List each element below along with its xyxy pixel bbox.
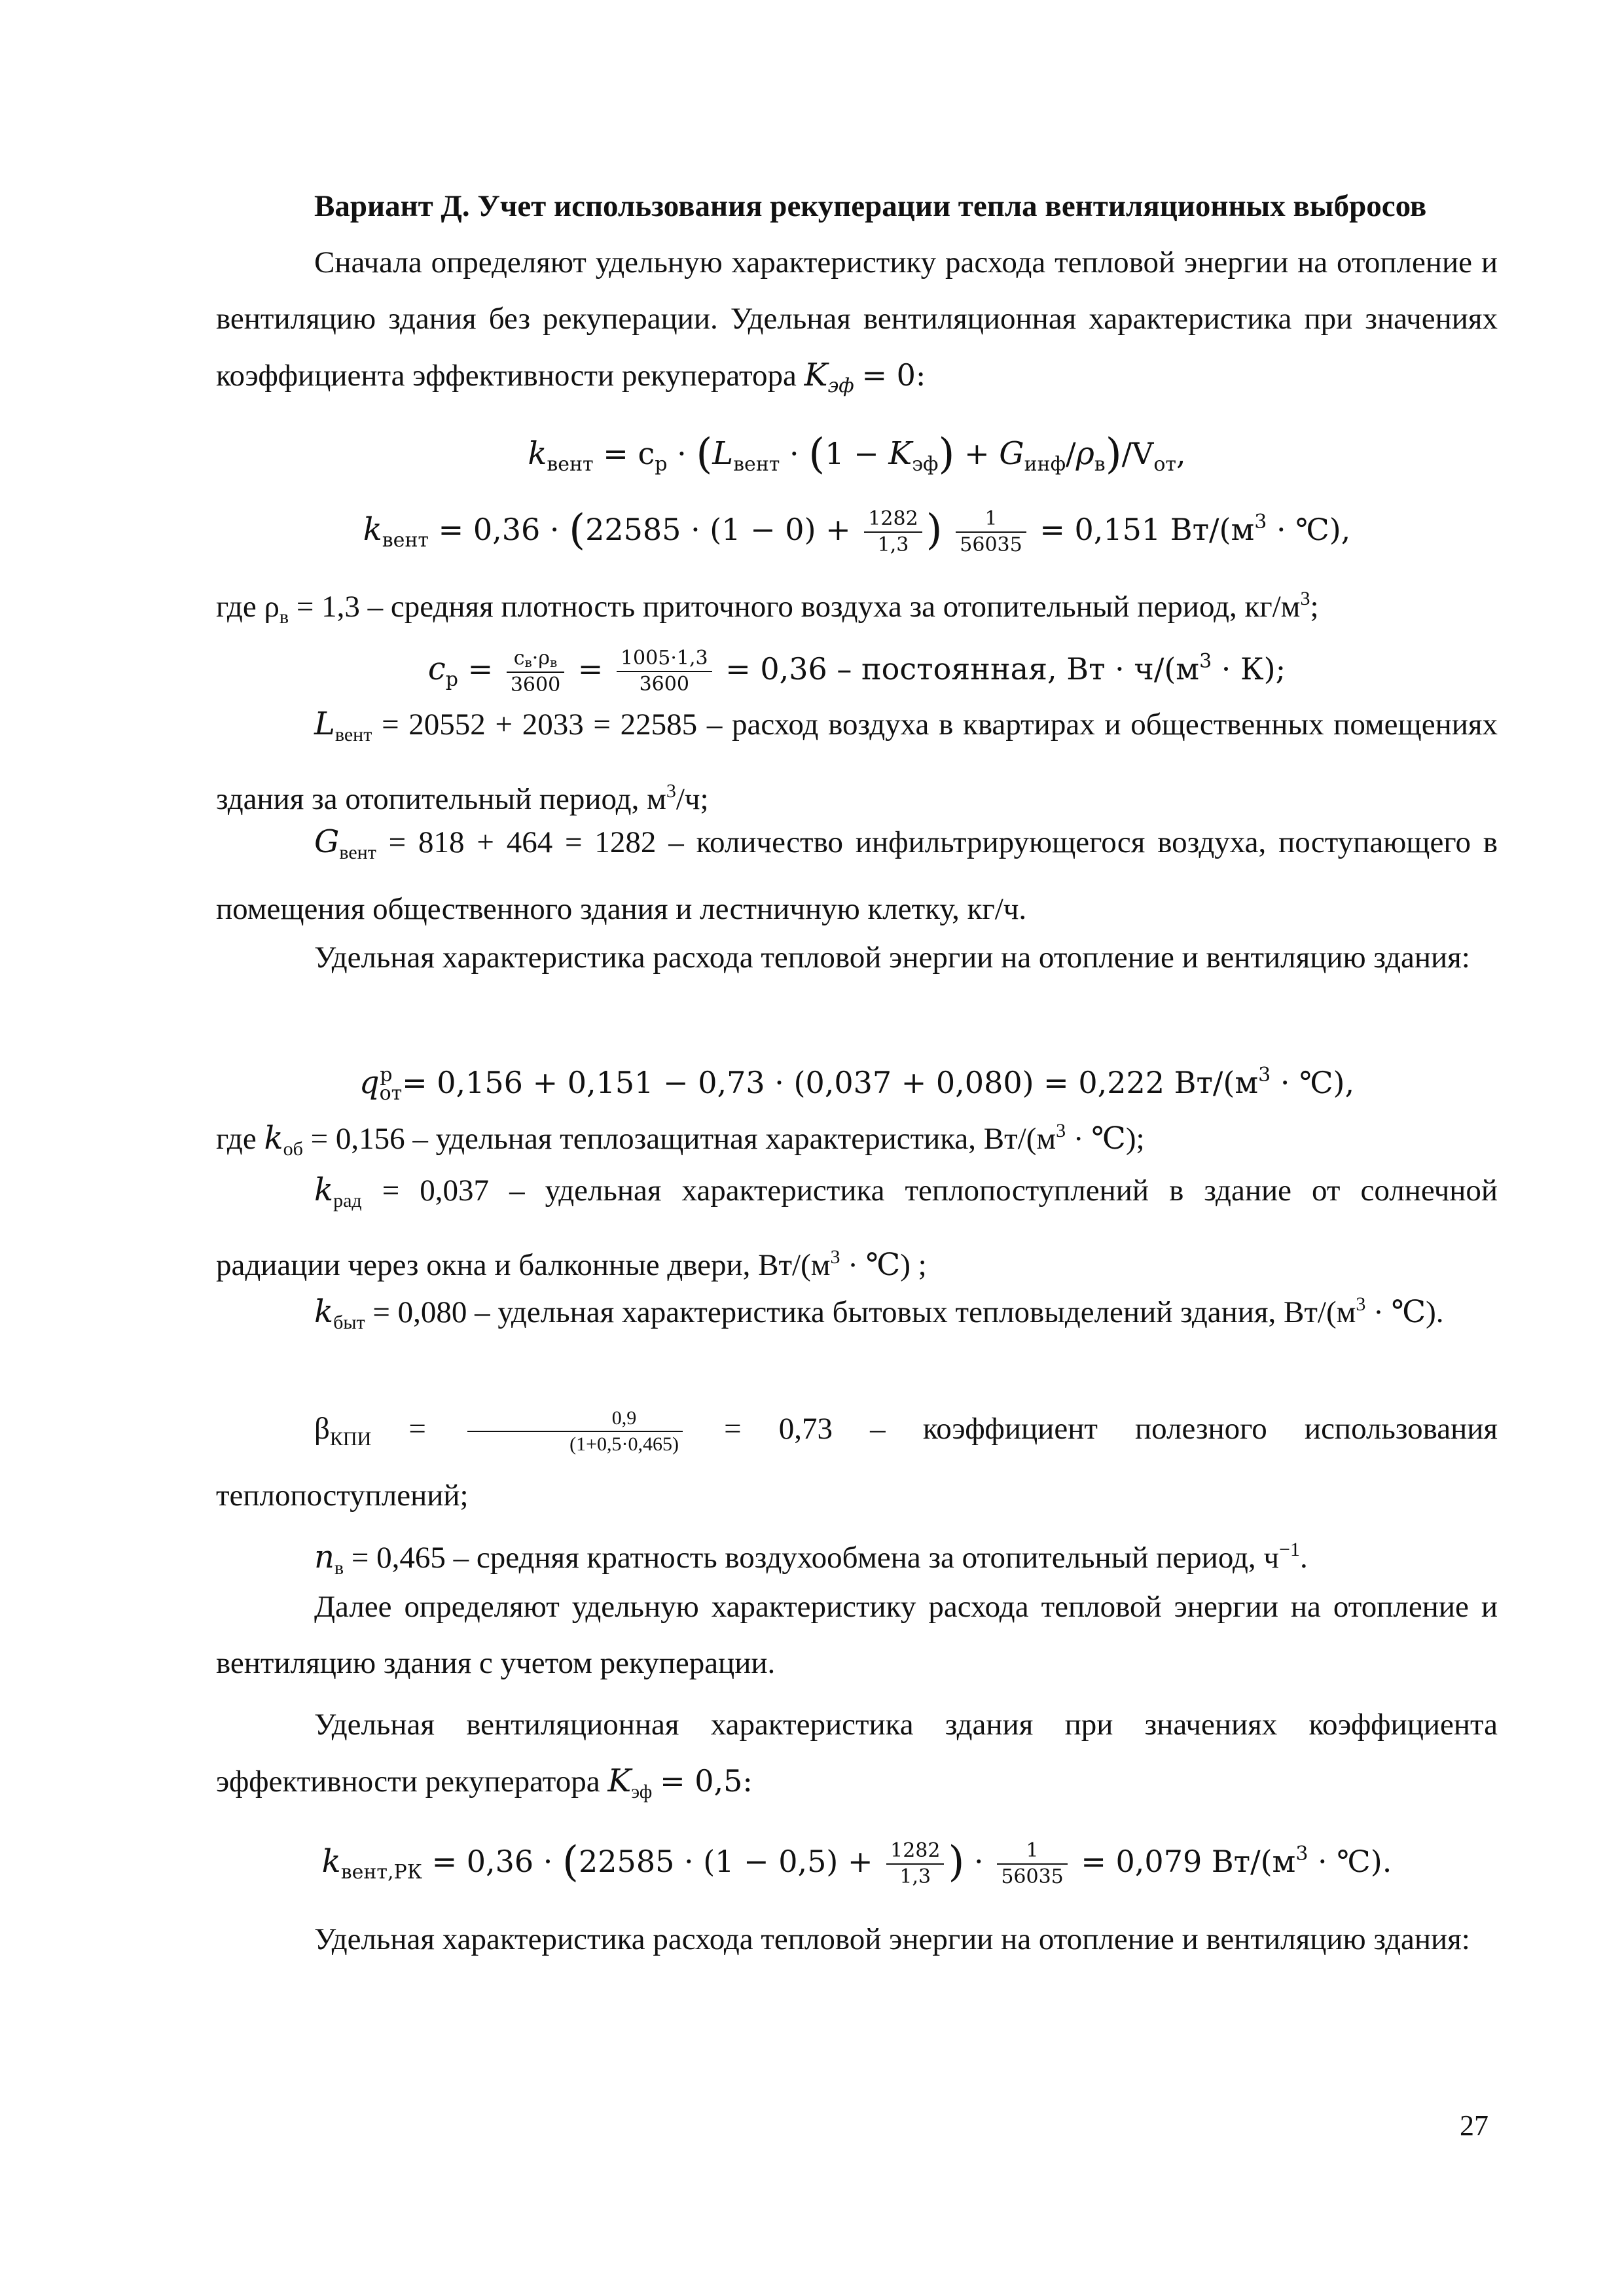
f2-coef: = 0,36 · xyxy=(438,512,560,547)
f2-fraction: $\frac{1282}{1,3}$ xyxy=(864,509,922,555)
f2-result: = 0,151 Вт/(м xyxy=(1039,512,1255,547)
formula-kvent-rk: $k_{вент,РК} = 0,36 \cdot (22585 \cdot (1 - 0,5)$ + $\frac{1282}{1,3}$ ) · $\frac{1}{56035}$ = 0,079 $Вт/(м^3$ · ℃). xyxy=(321,1838,1392,1888)
section-heading: Вариант Д. Учет использования рекуперации тепла вентиляционных выбросов xyxy=(314,189,1427,223)
section-heading-block xyxy=(216,178,1498,234)
f3-fraction-2: $\frac{1}{56035}$ xyxy=(997,1841,1067,1887)
gvent-definition: $G_{вент} = 818 + 464 = 1282$ – количество инфильтрирующегося воздуха, поступающего в помещения общественного здания и лестничную клетку, кг/ч. xyxy=(216,823,1498,926)
beta-fraction: $\frac{0,9}{(1+0,5\cdot 0,465)}$ xyxy=(467,1408,683,1454)
rho-definition: где $\rho_в = 1,3$ – средняя плотность приточного воздуха за отопительный период, $кг/м^3$; xyxy=(216,588,1319,628)
paragraph-final: Удельная характеристика расхода тепловой энергии на отопление и вентиляцию здания: xyxy=(314,1922,1470,1956)
paragraph-with-recuperation: Далее определяют удельную характеристику расхода тепловой энергии на отопление и вентиляцию здания с учетом рекуперации. xyxy=(216,1590,1498,1680)
k-eff-symbol: $K_{эф}$ xyxy=(804,357,854,397)
page-number: 27 xyxy=(1460,2109,1489,2142)
formula-q: $q_{от}^р = 0,156 + 0,151 - 0,73 \cdot (0,037 + 0,080) = 0,222$ $Вт/(м^3$ · ℃), xyxy=(359,1064,1355,1105)
k-eff-value: = 0: xyxy=(861,357,926,393)
paragraph-vent-char: Удельная вентиляционная характеристика здания при значениях коэффициента эффективности рекуператора $K_{эф} = 0,5$: xyxy=(216,1708,1498,1803)
formula-kvent-calc: $k_{вент} = 0,36 \cdot (22585 \cdot (1 - 0)$ + $\frac{1282}{1,3}$ ) $\frac{1}{56035}$ = 0,151 $Вт/(м^3$ · ℃), xyxy=(363,506,1351,556)
cp-fraction-2: $\frac{1005\cdot 1,3}{3600}$ xyxy=(617,649,712,694)
cp-fraction: $\frac{с_в\cdot\rho_в}{3600}$ xyxy=(507,649,564,695)
lvent-definition: $L_{вент} = 20552 + 2033 = 22585$ – расход воздуха в квартирах и общественных помещениях здания за отопительный период, $м^3/ч$; xyxy=(216,706,1498,816)
formula-kvent-tail: /V xyxy=(1121,436,1154,471)
paragraph-intro-text: Сначала определяют удельную характеристику расхода тепловой энергии на отопление и вентиляцию здания без рекуперации. Удельная вентиляционная характеристика при значениях коэффициента эффективности рекуператора xyxy=(216,245,1498,393)
nv-definition: $n_в = 0,465$ – средняя кратность воздухообмена за отопительный период, $ч^{-1}$. xyxy=(314,1539,1308,1579)
f3-fraction: $\frac{1282}{1,3}$ xyxy=(886,1841,944,1887)
formula-cp: $c_p$ = $\frac{с_в\cdot\rho_в}{3600}$ = $\frac{1005\cdot 1,3}{3600}$ = 0,36 – постоянная, Вт · $ч/(м^3 \cdot К)$; xyxy=(427,646,1286,696)
paragraph-intro-block xyxy=(216,234,1498,414)
paragraph-intro xyxy=(216,234,1498,414)
beta-definition: $\beta_{КПИ}$ = $\frac{0,9}{(1+0,5\cdot 0,465)}$ = 0,73 – коэффициент полезного использования теплопоступлений; xyxy=(216,1407,1498,1513)
f2-expr: 22585 · (1 − 0) + xyxy=(585,512,851,547)
kbyt-definition: $k_{быт} = 0,080$ – удельная характеристика бытовых тепловыделений здания, $Вт/(м^3$ · ℃). xyxy=(314,1293,1444,1333)
kob-definition: где $k_{об} = 0,156$ – удельная теплозащитная характеристика, $Вт/(м^3$ · ℃); xyxy=(216,1120,1145,1160)
f2-fraction-2: $\frac{1}{56035}$ xyxy=(956,509,1026,555)
krad-definition: $k_{рад} = 0,037$ – удельная характеристика теплопоступлений в здание от солнечной радиации через окна и балконные двери, $Вт/(м^3$ · ℃) ; xyxy=(216,1172,1498,1282)
formula-kvent-general: $k_{вент} = c_p \cdot (L_{вент} \cdot (1 - K_{эф}) + G_{инф}/\rho_в)/V_{от}$, xyxy=(528,430,1186,478)
paragraph-specific-char: Удельная характеристика расхода тепловой энергии на отопление и вентиляцию здания: xyxy=(314,941,1470,975)
